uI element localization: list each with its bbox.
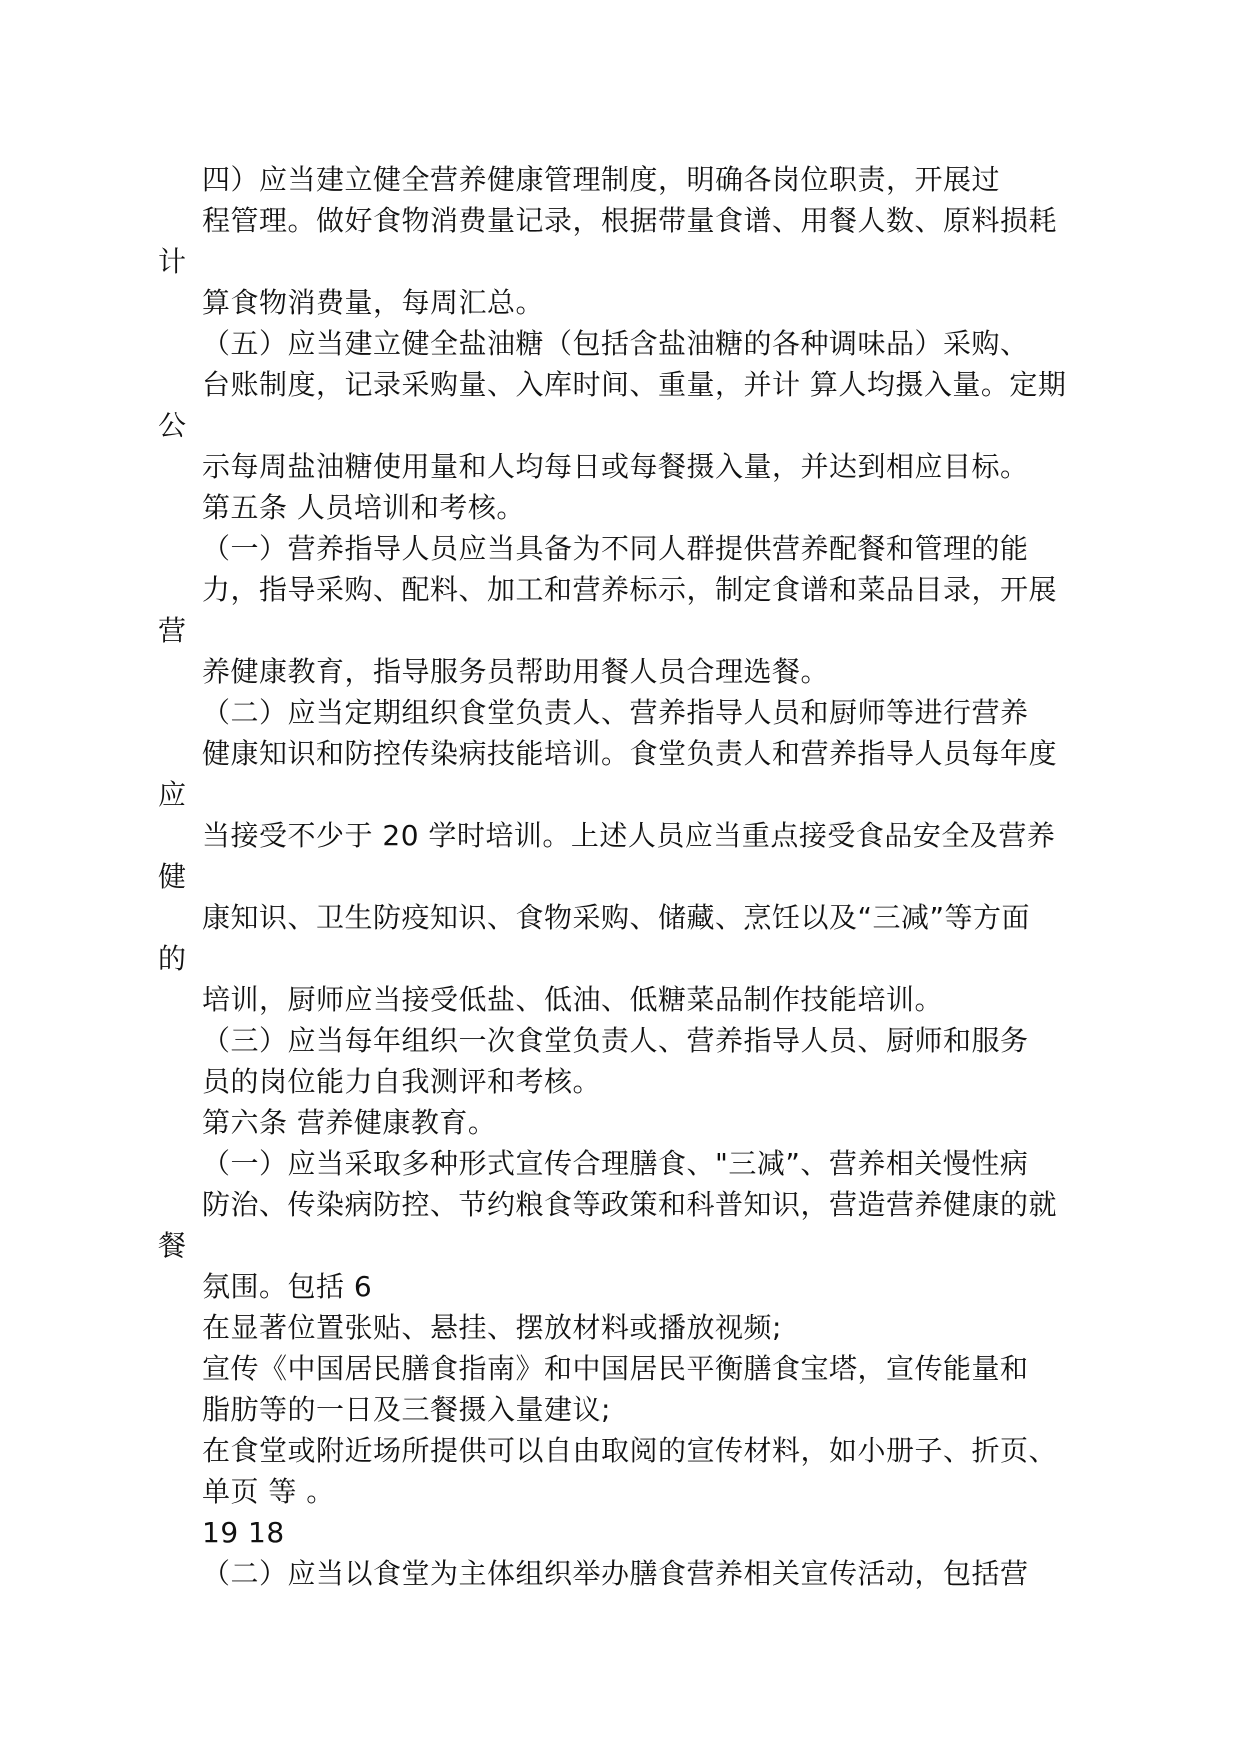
text-line: 员的岗位能力自我测评和考核。 [202,1065,602,1098]
text-line: （二）应当定期组织食堂负责人、营养指导人员和厨师等进行营养 [202,696,1029,729]
text-line: 脂肪等的一日及三餐摄入量建议; [202,1393,611,1426]
text-line: 力，指导采购、配料、加工和营养标示，制定食谱和菜品目录，开展 [202,573,1058,606]
text-line: 示每周盐油糖使用量和人均每日或每餐摄入量，并达到相应目标。 [202,450,1029,483]
text-line: 营 [158,614,187,647]
text-line: 氛围。包括 6 [202,1270,373,1303]
text-line: 健康知识和防控传染病技能培训。食堂负责人和营养指导人员每年度 [202,737,1058,770]
page-number-text: 19 18 [202,1516,285,1549]
section-heading: 第六条 营养健康教育。 [202,1106,497,1139]
text-line: 算食物消费量，每周汇总。 [202,286,545,319]
text-line: 台账制度，记录采购量、入库时间、重量，并计 算人均摄入量。定期 [202,368,1067,401]
text-line: 程管理。做好食物消费量记录，根据带量食谱、用餐人数、原料损耗 [202,204,1058,237]
text-line: 在显著位置张贴、悬挂、摆放材料或播放视频; [202,1311,782,1344]
text-line: 宣传《中国居民膳食指南》和中国居民平衡膳食宝塔，宣传能量和 [202,1352,1029,1385]
section-heading: 第五条 人员培训和考核。 [202,491,525,524]
text-line: 当接受不少于 20 学时培训。上述人员应当重点接受食品安全及营养 [202,819,1056,852]
text-line: （三）应当每年组织一次食堂负责人、营养指导人员、厨师和服务 [202,1024,1029,1057]
text-line: （二）应当以食堂为主体组织举办膳食营养相关宣传活动，包括营 [202,1557,1029,1590]
text-line: 餐 [158,1229,187,1262]
text-line: （五）应当建立健全盐油糖（包括含盐油糖的各种调味品）采购、 [202,327,1029,360]
text-line: 计 [158,245,187,278]
text-line: 养健康教育，指导服务员帮助用餐人员合理选餐。 [202,655,830,688]
text-line: 四）应当建立健全营养健康管理制度，明确各岗位职责，开展过 [202,163,1001,196]
text-line: 应 [158,778,187,811]
text-line: 在食堂或附近场所提供可以自由取阅的宣传材料，如小册子、折页、 [202,1434,1058,1467]
text-line: 培训，厨师应当接受低盐、低油、低糖菜品制作技能培训。 [202,983,944,1016]
text-line: （一）应当采取多种形式宣传合理膳食、"三减”、营养相关慢性病 [202,1147,1029,1180]
text-line: 的 [158,942,187,975]
text-line: 公 [158,409,187,442]
text-line: （一）营养指导人员应当具备为不同人群提供营养配餐和管理的能 [202,532,1029,565]
text-line: 康知识、卫生防疫知识、食物采购、储藏、烹饪以及“三减”等方面 [202,901,1031,934]
text-line: 单页 等 。 [202,1475,335,1508]
text-line: 防治、传染病防控、节约粮食等政策和科普知识，营造营养健康的就 [202,1188,1058,1221]
text-line: 健 [158,860,187,893]
